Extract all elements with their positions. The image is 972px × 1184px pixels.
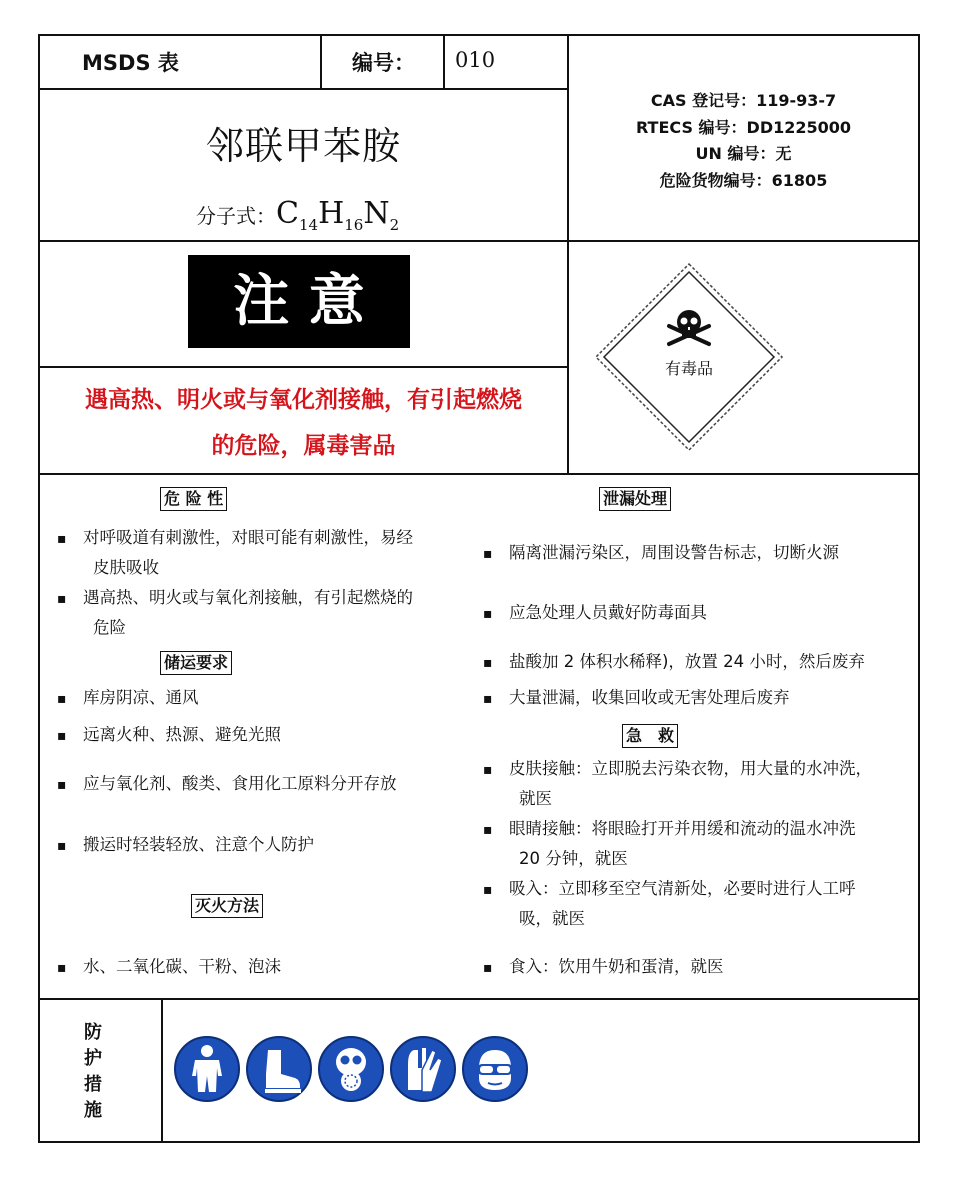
list-item: 库房阴凉、通风 bbox=[83, 688, 199, 707]
hazard-sign-label: 有毒品 bbox=[664, 359, 713, 378]
list-item: 皮肤接触：立即脱去污染衣物，用大量的水冲洗， 就医 bbox=[509, 759, 872, 808]
bullet: ▪ bbox=[483, 546, 493, 562]
list-item: 吸入：立即移至空气清新处，必要时进行人工呼 吸，就医 bbox=[509, 879, 856, 928]
protective-suit-icon bbox=[174, 1036, 240, 1102]
bullet: ▪ bbox=[483, 882, 493, 898]
bullet: ▪ bbox=[57, 728, 67, 744]
skull-crossbones-icon bbox=[669, 310, 709, 344]
number-value: 010 bbox=[455, 48, 496, 72]
storage-section-title: 储运要求 bbox=[160, 651, 232, 675]
leak-section-title: 泄漏处理 bbox=[599, 487, 671, 511]
bullet: ▪ bbox=[57, 960, 67, 976]
bullet: ▪ bbox=[57, 591, 67, 607]
bullet: ▪ bbox=[483, 606, 493, 622]
list-item: 食入：饮用牛奶和蛋清，就医 bbox=[509, 957, 724, 976]
list-item: 应急处理人员戴好防毒面具 bbox=[509, 603, 707, 622]
identifier-list bbox=[569, 88, 918, 194]
list-item: 水、二氧化碳、干粉、泡沫 bbox=[83, 957, 281, 976]
bullet: ▪ bbox=[483, 762, 493, 778]
chemical-name: 邻联甲苯胺 bbox=[205, 124, 401, 168]
un-number: UN 编号：无 bbox=[695, 144, 792, 163]
molecular-formula: 分子式：$C_{14}H_{16}N_2$ bbox=[196, 196, 400, 234]
bullet: ▪ bbox=[57, 838, 67, 854]
list-item: 遇高热、明火或与氧化剂接触，有引起燃烧的 危险 bbox=[83, 588, 413, 637]
warning-title: 注 意 bbox=[233, 269, 365, 334]
list-item: 搬运时轻装轻放、注意个人防护 bbox=[83, 835, 314, 854]
warning-title-box bbox=[188, 255, 410, 348]
hazard-section-title: 危 险 性 bbox=[160, 487, 227, 511]
list-item: 大量泄漏，收集回收或无害处理后废弃 bbox=[509, 688, 790, 707]
warning-line-2: 的危险，属毒害品 bbox=[211, 433, 396, 459]
fire-section-title: 灭火方法 bbox=[191, 894, 263, 918]
list-item: 远离火种、热源、避免光照 bbox=[83, 725, 281, 744]
formula-prefix: 分子式： bbox=[196, 204, 276, 228]
safety-goggles-icon bbox=[462, 1036, 528, 1102]
list-item: 应与氧化剂、酸类、食用化工原料分开存放 bbox=[83, 774, 397, 793]
hazard-diamond bbox=[594, 262, 784, 452]
list-item: 眼睛接触：将眼睑打开并用缓和流动的温水冲洗 20 分钟，就医 bbox=[509, 819, 856, 868]
dangerous-goods-number: 危险货物编号：61805 bbox=[659, 170, 828, 190]
bullet: ▪ bbox=[57, 691, 67, 707]
gas-mask-icon bbox=[318, 1036, 384, 1102]
list-item: 盐酸加 2 体积水稀释)，放置 24 小时，然后废弃 bbox=[509, 652, 865, 671]
first-aid-section-title: 急 救 bbox=[622, 724, 678, 748]
protective-gloves-icon bbox=[390, 1036, 456, 1102]
number-label: 编号： bbox=[352, 51, 415, 75]
warning-text bbox=[40, 377, 567, 469]
bullet: ▪ bbox=[57, 777, 67, 793]
list-item: 对呼吸道有刺激性，对眼可能有刺激性，易经 皮肤吸收 bbox=[83, 528, 413, 577]
bullet: ▪ bbox=[483, 655, 493, 671]
bullet: ▪ bbox=[483, 960, 493, 976]
list-item: 隔离泄漏污染区，周围设警告标志，切断火源 bbox=[509, 543, 839, 562]
bullet: ▪ bbox=[483, 691, 493, 707]
form-label: MSDS 表 bbox=[82, 51, 179, 75]
protection-label: 防 护 措 施 bbox=[84, 1022, 102, 1121]
warning-line-1: 遇高热、明火或与氧化剂接触，有引起燃烧 bbox=[85, 387, 522, 413]
rtecs-number: RTECS 编号：DD1225000 bbox=[635, 117, 852, 137]
bullet: ▪ bbox=[483, 822, 493, 838]
cas-number: CAS 登记号：119-93-7 bbox=[650, 91, 837, 110]
safety-boots-icon bbox=[246, 1036, 312, 1102]
bullet: ▪ bbox=[57, 531, 67, 547]
